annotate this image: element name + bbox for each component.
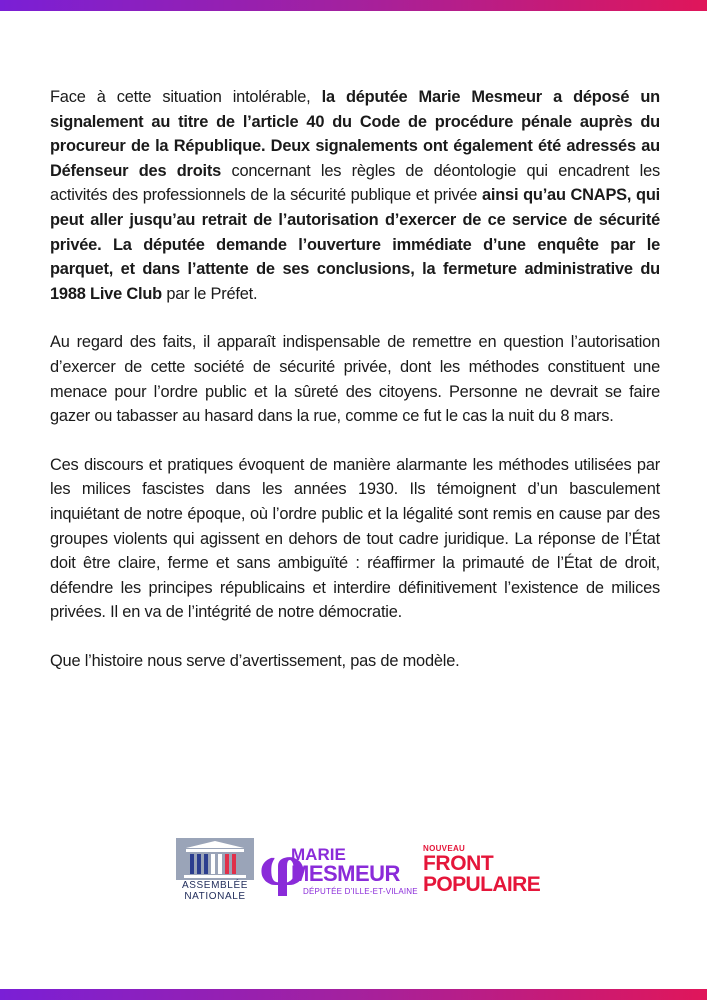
top-gradient-bar <box>0 0 707 11</box>
phi-mark-icon: φ <box>259 837 307 898</box>
bottom-gradient-bar <box>0 989 707 1000</box>
p1-bold-2: ainsi qu’au CNAPS, qui peut aller jusqu’au retrait de l’autorisation d’exercer de ce service de sécurité privée. La députée demande l’ouverture immédiate d’une enquête par le parquet, et dans l’attente de ses conclusions, la fermeture administrative du 1988 Live Club <box>50 186 660 303</box>
paragraph-4: Que l’histoire nous serve d’avertissement, pas de modèle. <box>50 651 460 670</box>
assemblee-nationale-logo <box>175 838 255 910</box>
marie-mesmeur-logo <box>259 837 419 904</box>
nouveau-front-populaire-logo <box>423 844 543 896</box>
mesmeur-subtitle: DÉPUTÉE D’ILLE-ET-VILAINE <box>303 887 418 896</box>
nfp-nouveau: NOUVEAU <box>423 844 466 853</box>
nfp-front: FRONT <box>423 852 494 875</box>
assemblee-line2: NATIONALE <box>184 891 246 902</box>
assemblee-line1: ASSEMBLÉE <box>182 880 248 891</box>
document-body <box>50 85 660 697</box>
nfp-populaire: POPULAIRE <box>423 873 541 896</box>
p1-bold-1: la députée Marie Mesmeur a déposé un signalement au titre de l’article 40 du Code de procédure pénale auprès du procureur de la République. Deux signalements ont également été adressés au Défenseur des droits <box>50 88 660 180</box>
p1-text-1: Face à cette situation intolérable, <box>50 88 322 106</box>
assemblee-nationale-icon <box>176 838 254 880</box>
paragraph-3: Ces discours et pratiques évoquent de manière alarmante les méthodes utilisées par les milices fascistes dans les années 1930. Ils témoignent d’un basculement inquiétant de notre époque, où l’ordre public et la légalité sont remis en cause par des groupes violents qui agissent en dehors de tout cadre juridique. La réponse de l’État doit être claire, ferme et sans ambiguïté : réaffirmer la primauté de l’État de droit, défendre les principes républicains et interdire définitivement l’existence de milices privées. Il en va de l’intégrité de notre démocratie. <box>50 455 660 622</box>
mesmeur-last-name: MESMEUR <box>291 861 400 886</box>
p1-text-3: par le Préfet. <box>161 284 258 303</box>
paragraph-1 <box>50 85 660 306</box>
mesmeur-first-name: MARIE <box>291 845 346 864</box>
p1-text-2: concernant les règles de déontologie qui encadrent les activités des professionnels de la sécurité publique et privée <box>50 161 661 205</box>
paragraph-2: Au regard des faits, il apparaît indispensable de remettre en question l’autorisation d’exercer de cette société de sécurité privée, dont les méthodes constituent une menace pour l’ordre public et la sûreté des citoyens. Personne ne devrait se faire gazer ou tabasser au hasard dans la rue, comme ce fut le cas la nuit du 8 mars. <box>50 333 660 426</box>
footer-logos <box>175 836 545 916</box>
